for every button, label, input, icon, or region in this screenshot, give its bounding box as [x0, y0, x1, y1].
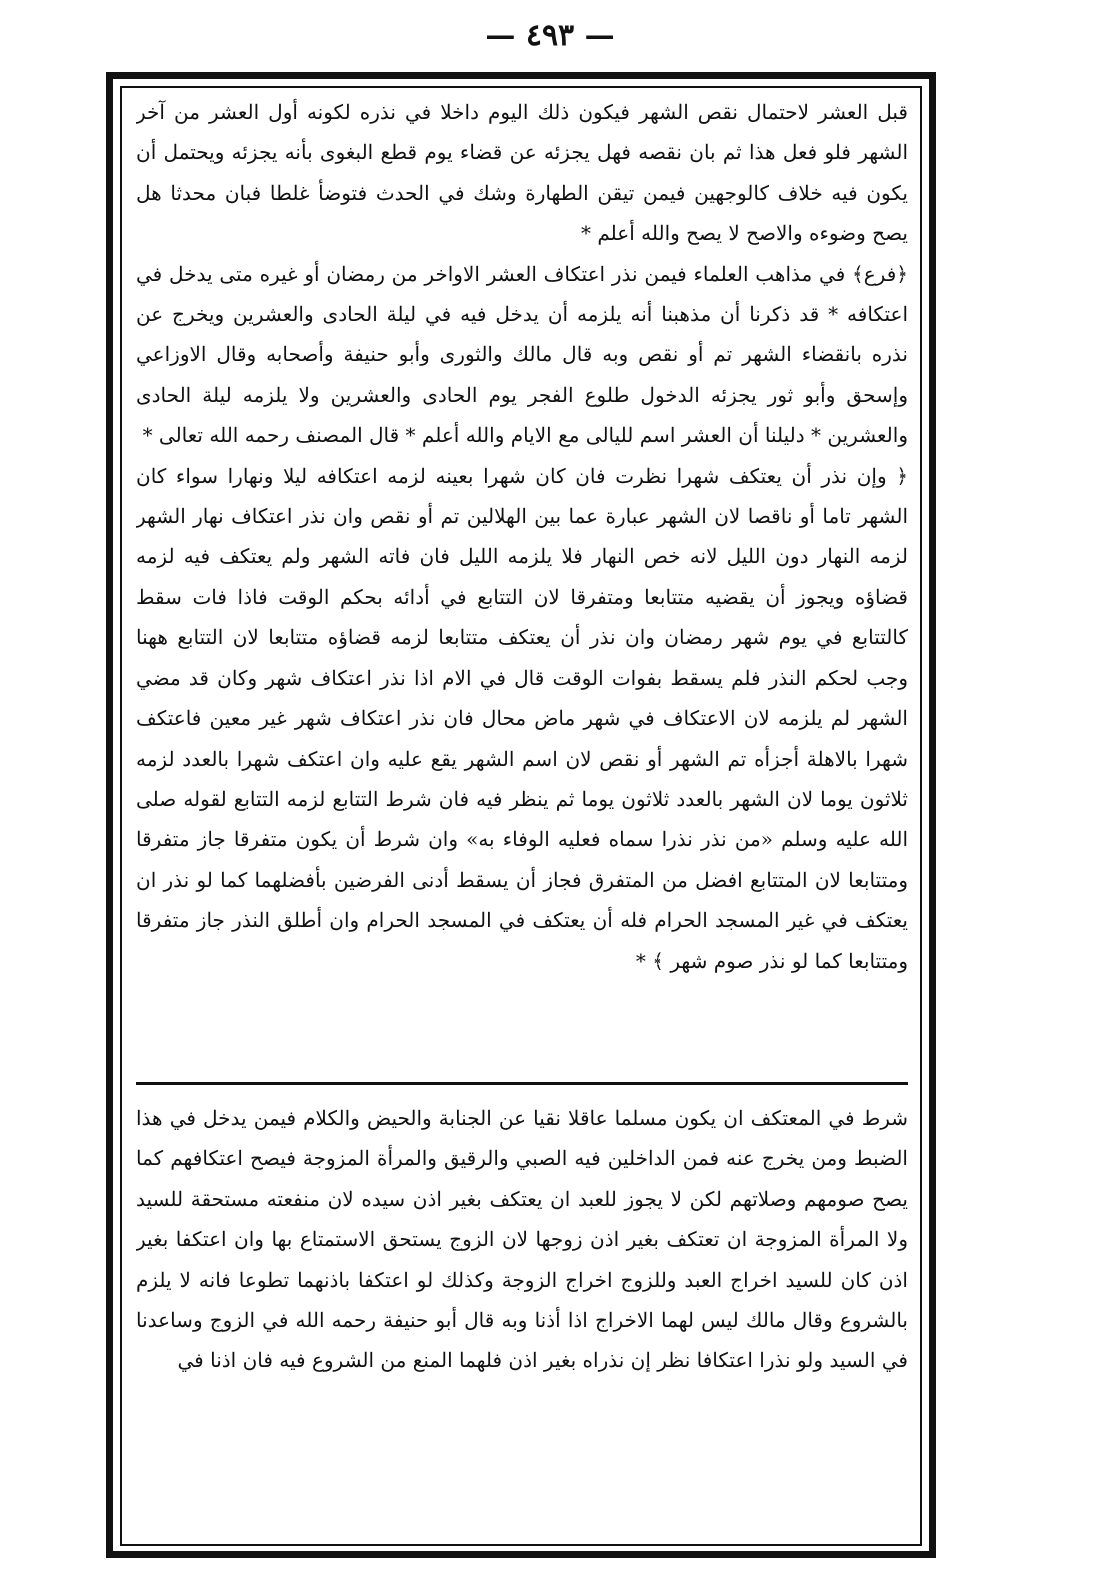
main-paragraph: ﴿ وإن نذر أن يعتكف شهرا نظرت فان كان شهرا بعينه لزمه اعتكافه ليلا ونهارا سواء كان الشهر تاما أو ناقصا لان الشهر عبارة عما بين الهلالين تم أو نقص وان نذر اعتكاف نهار الشهر لزمه النهار دون الليل لانه خص النهار فلا يلزمه الليل فان فاته الشهر ولم يعتكف فيه لزمه قضاؤه ويجوز أن يقضيه متتابعا ومتفرقا لان التتابع في أدائه بحكم الوقت فاذا فات سقط كالتتابع في يوم شهر رمضان وان نذر أن يعتكف متتابعا لزمه قضاؤه متتابعا لان التتابع ههنا وجب لحكم النذر فلم يسقط بفوات الوقت قال في الام اذا نذر اعتكاف شهر وكان قد مضي الشهر لم يلزمه لان الاعتكاف في شهر ماض محال فان نذر اعتكاف شهر غير معين فاعتكف شهرا بالاهلة أجزأه تم الشهر أو نقص لان اسم الشهر يقع عليه وان اعتكف شهرا بالعدد لزمه ثلاثون يوما لان الشهر بالعدد ثلاثون يوما ثم ينظر فيه فان شرط التتابع لزمه التتابع لقوله صلى الله عليه وسلم «من نذر نذرا سماه فعليه الوفاء به» وان شرط أن يكون متفرقا جاز متفرقا ومتتابعا لان المتتابع افضل من المتفرق فجاز أن يسقط أدنى الفرضين بأفضلهما كما لو نذر ان يعتكف في غير المسجد الحرام فله أن يعتكف في المسجد الحرام وان أطلق النذر جاز متفرقا ومتتابعا كما لو نذر صوم شهر ﴾ * [136, 463, 908, 973]
main-text-block [136, 92, 908, 1072]
main-paragraph: ﴿فرع﴾ في مذاهب العلماء فيمن نذر اعتكاف العشر الاواخر من رمضان أو غيره متى يدخل في اعتكافه * قد ذكرنا أن مذهبنا أنه يلزمه أن يدخل فيه في ليلة الحادى والعشرين ويخرج عن نذره بانقضاء الشهر تم أو نقص وبه قال مالك والثورى وأبو حنيفة وأصحابه وقال الاوزاعي وإسحق وأبو ثور يجزئه الدخول طلوع الفجر يوم الحادى والعشرين ولا يلزمه ليلة الحادى والعشرين * دليلنا أن العشر اسم لليالى مع الايام والله أعلم * قال المصنف رحمه الله تعالى * [136, 261, 908, 448]
commentary-text-block: شرط في المعتكف ان يكون مسلما عاقلا نقيا عن الجنابة والحيض والكلام فيمن يدخل في هذا الضبط ومن يخرج عنه فمن الداخلين فيه الصبي والرقيق والمرأة المزوجة فيصح اعتكافهم كما يصح صومهم وصلاتهم لكن لا يجوز للعبد ان يعتكف بغير اذن سيده لان منفعته مستحقة للسيد ولا المرأة المزوجة ان تعتكف بغير اذن زوجها لان الزوج يستحق الاستمتاع بها وان اعتكفا بغير اذن كان للسيد اخراج العبد وللزوج اخراج الزوجة وكذلك لو اعتكفا باذنهما تطوعا فانه لا يلزم بالشروع وقال مالك ليس لهما الاخراج اذا أذنا وبه قال أبو حنيفة رحمه الله في الزوج وساعدنا في السيد ولو نذرا اعتكافا نظر إن نذراه بغير اذن فلهما المنع من الشروع فيه فان اذنا في [136, 1106, 908, 1373]
page-number: — ٤٩٣ — [485, 18, 615, 53]
section-separator-rule [136, 1082, 908, 1085]
main-paragraph: قبل العشر لاحتمال نقص الشهر فيكون ذلك اليوم داخلا في نذره لكونه أول العشر من آخر الشهر فلو فعل هذا ثم بان نقصه فهل يجزئه عن قضاء يوم قطع البغوى بأنه يجزئه ويحتمل أن يكون فيه خلاف كالوجهين فيمن تيقن الطهارة وشك في الحدث فتوضأ غلطا فبان محدثا هل يصح وضوءه والاصح لا يصح والله أعلم * [136, 100, 908, 246]
